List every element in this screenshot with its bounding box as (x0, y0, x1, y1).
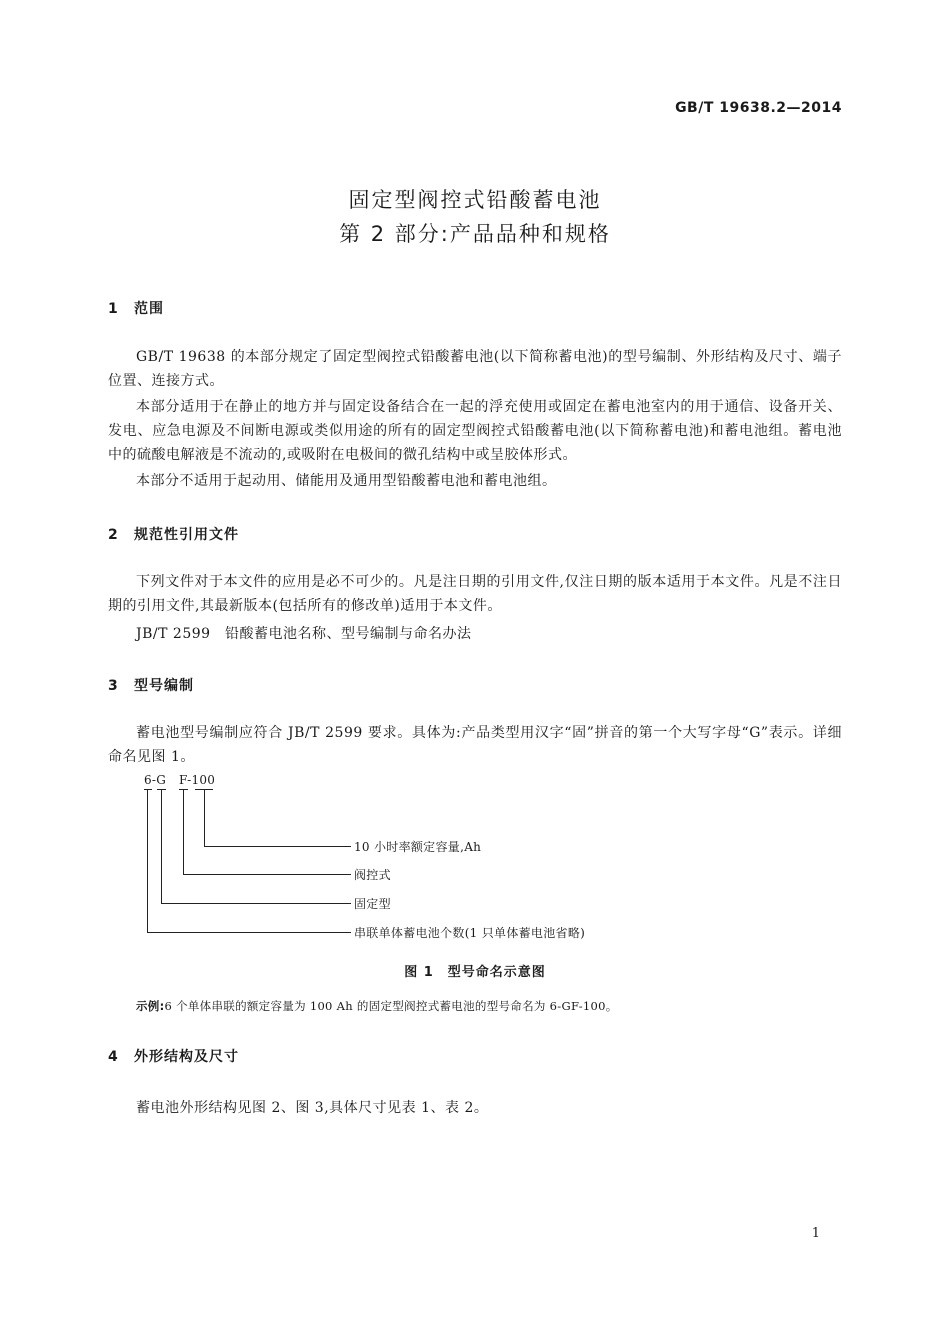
model-code-left: 6-G (144, 773, 167, 787)
label-valve-regulated: 阀控式 (354, 868, 391, 882)
document-title: 固定型阀控式铅酸蓄电池 (348, 188, 602, 212)
section-title: 型号编制 (134, 678, 194, 694)
example-text: 6 个单体串联的额定容量为 100 Ah 的固定型阀控式蓄电池的型号命名为 6-GF-100。 (164, 999, 618, 1013)
section-title: 规范性引用文件 (134, 527, 239, 543)
section-1-heading (108, 298, 164, 318)
section-number: 3 (108, 678, 119, 694)
section-2-heading (108, 524, 239, 544)
underline-tick (179, 789, 188, 790)
paragraph: 蓄电池外形结构见图 2、图 3,具体尺寸见表 1、表 2。 (136, 1100, 489, 1116)
document-subtitle: 第 2 部分:产品品种和规格 (339, 222, 611, 246)
connector-line (147, 789, 148, 932)
label-cell-count: 串联单体蓄电池个数(1 只单体蓄电池省略) (354, 926, 586, 940)
paragraph: GB/T 19638 的本部分规定了固定型阀控式铅酸蓄电池(以下简称蓄电池)的型号编制、外形结构及尺寸、端子位置、连接方式。 (108, 349, 842, 389)
example-note (136, 998, 618, 1014)
example-label: 示例: (136, 999, 165, 1013)
underline-tick (157, 789, 166, 790)
paragraph: 本部分适用于在静止的地方并与固定设备结合在一起的浮充使用或固定在蓄电池室内的用于通信、设备开关、发电、应急电源及不间断电源或类似用途的所有的固定型阀控式铅酸蓄电池(以下简称蓄电池)和蓄电池组。蓄电池中的硫酸电解液是不流动的,或吸附在电极间的微孔结构中或呈胶体形式。 (108, 399, 842, 463)
paragraph: 下列文件对于本文件的应用是必不可少的。凡是注日期的引用文件,仅注日期的版本适用于本文件。凡是不注日期的引用文件,其最新版本(包括所有的修改单)适用于本文件。 (108, 574, 842, 614)
page-number: 1 (811, 1226, 820, 1241)
model-code-right: F-100 (179, 773, 216, 787)
connector-line (161, 903, 351, 904)
underline-tick (195, 789, 213, 790)
connector-line (161, 789, 162, 903)
paragraph: 蓄电池型号编制应符合 JB/T 2599 要求。具体为:产品类型用汉字“固”拼音的第一个大写字母“G”表示。详细命名见图 1。 (108, 725, 842, 765)
section-3-heading (108, 675, 194, 695)
connector-line (147, 932, 351, 933)
figure-caption: 图 1 型号命名示意图 (404, 965, 546, 980)
section-number: 1 (108, 301, 119, 317)
connector-line (204, 789, 205, 846)
connector-line (183, 874, 351, 875)
label-rated-capacity: 10 小时率额定容量,Ah (354, 840, 482, 854)
section-title: 外形结构及尺寸 (134, 1049, 239, 1065)
section-title: 范围 (134, 301, 164, 317)
section-number: 4 (108, 1049, 119, 1065)
connector-line (183, 789, 184, 874)
connector-line (204, 846, 351, 847)
section-4-heading (108, 1046, 239, 1066)
underline-tick (144, 789, 152, 790)
normative-reference: JB/T 2599 铅酸蓄电池名称、型号编制与命名办法 (136, 626, 472, 642)
section-number: 2 (108, 527, 119, 543)
standard-number: GB/T 19638.2—2014 (675, 100, 842, 116)
label-stationary: 固定型 (354, 897, 391, 911)
paragraph: 本部分不适用于起动用、储能用及通用型铅酸蓄电池和蓄电池组。 (136, 473, 557, 489)
